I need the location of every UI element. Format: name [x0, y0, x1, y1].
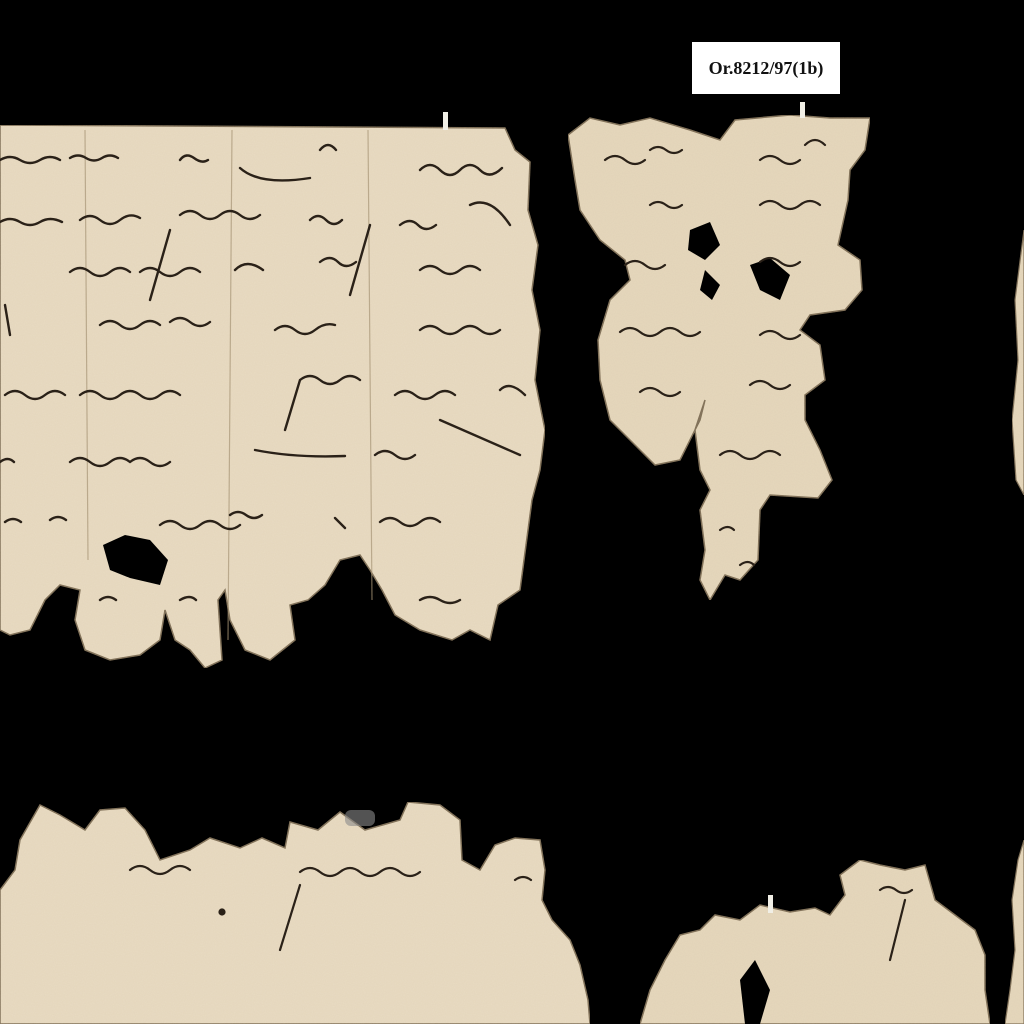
shelfmark-text: Or.8212/97(1b) — [708, 57, 824, 78]
fragment-lower-right — [640, 860, 990, 1024]
fragment-upper-right — [568, 102, 870, 600]
fragment-right-lower-edge — [1005, 840, 1024, 1024]
fragment-upper-left — [0, 112, 545, 668]
fragment-right-edge — [1012, 230, 1024, 495]
fragment-lower-left — [0, 802, 590, 1024]
shelfmark-label — [692, 42, 840, 94]
